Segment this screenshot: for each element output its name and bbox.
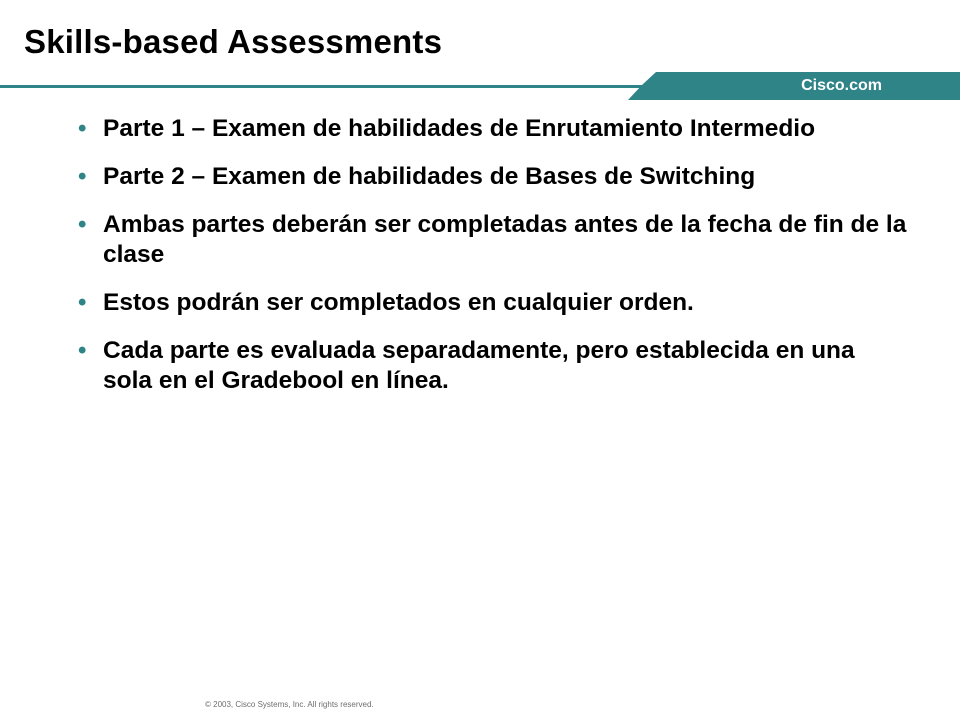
bullet-icon: • — [78, 337, 87, 364]
bullet-item — [78, 288, 908, 318]
copyright-footer: © 2003, Cisco Systems, Inc. All rights reserved. — [205, 700, 374, 709]
bullet-text: Estos podrán ser completados en cualquier orden. — [103, 289, 694, 316]
slide-title: Skills-based Assessments — [24, 23, 443, 60]
bullet-item — [78, 162, 908, 192]
header-band-tab — [628, 72, 960, 100]
bullet-icon: • — [78, 115, 87, 142]
brand-logo-text: Cisco.com — [801, 77, 882, 94]
bullet-icon: • — [78, 211, 87, 238]
bullet-list — [78, 114, 908, 414]
bullet-icon: • — [78, 289, 87, 316]
bullet-text: Parte 1 – Examen de habilidades de Enrutamiento Intermedio — [103, 115, 816, 142]
bullet-item — [78, 210, 908, 270]
bullet-item — [78, 336, 908, 396]
bullet-text: Ambas partes deberán ser completadas antes de la fecha de fin de la clase — [103, 211, 907, 268]
bullet-icon: • — [78, 163, 87, 190]
bullet-text: Parte 2 – Examen de habilidades de Bases de Switching — [103, 163, 756, 190]
bullet-text: Cada parte es evaluada separadamente, pero establecida en una sola en el Gradebool en línea. — [103, 337, 855, 394]
bullet-item — [78, 114, 908, 144]
